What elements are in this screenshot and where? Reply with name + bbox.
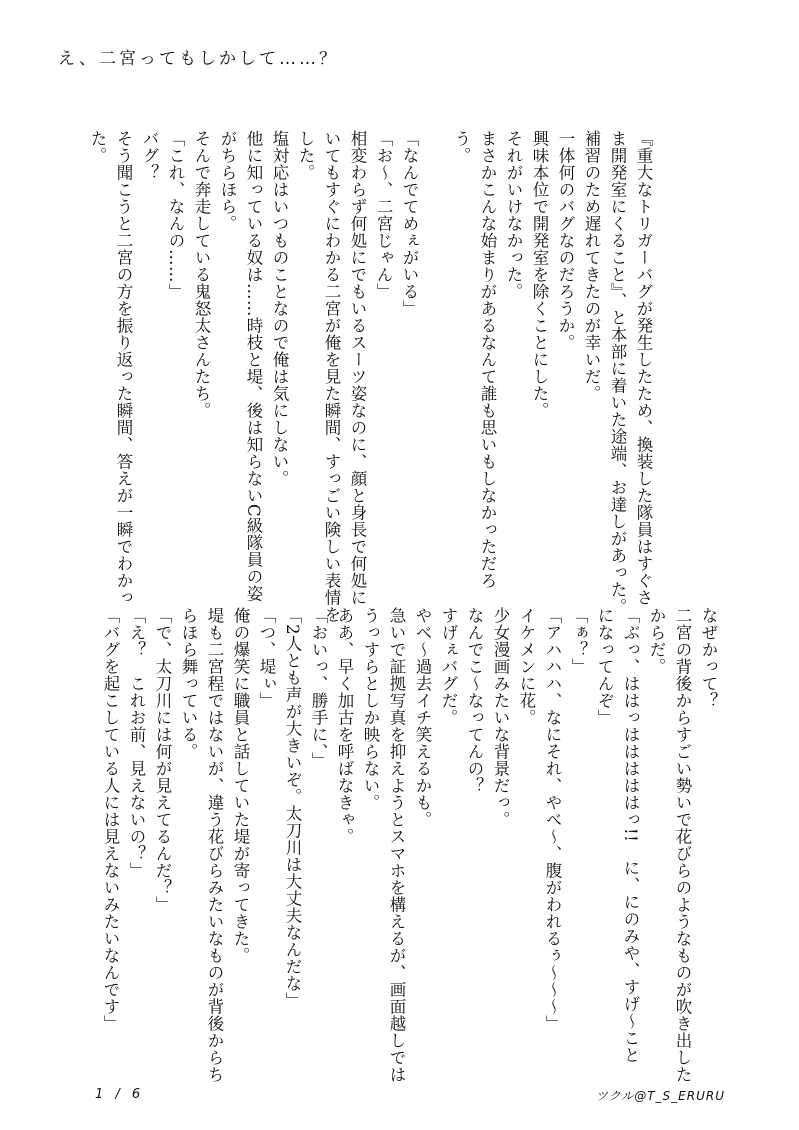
page-number: 1 / 6 <box>95 1087 145 1102</box>
text-line: まさかこんな始まりがあるなんて誰も思いもしなかっただろ <box>478 130 497 589</box>
text-line: 「ぶっ、ははっはははははっ!! に、にのみや、すげ〜こと <box>621 607 640 1064</box>
text-line: 急いで証拠写真を抑えようとスマホを構えるが、画面越しでは <box>387 607 406 1083</box>
text-line: がちらほら。 <box>218 130 237 232</box>
text-line: バグ？ <box>140 130 159 181</box>
text-block-upper <box>84 130 656 623</box>
text-line: 一体何のバグなのだろうか。 <box>556 130 575 351</box>
text-line: いてもすぐにわかる二宮が俺を見た瞬間、すっごい険しい表情を <box>322 130 341 623</box>
text-line: らほら舞っている。 <box>179 607 198 760</box>
text-line: うっすらとしか映らない。 <box>361 607 380 811</box>
page-title: え、二宮ってもしかして……？ <box>58 49 340 69</box>
text-line: そんで奔走している鬼怒太さんたち。 <box>192 130 211 419</box>
text-line: した。 <box>296 130 315 181</box>
text-line: 「おいっ、勝手に、」 <box>309 607 328 769</box>
text-line: 俺の爆笑に職員と話していた堤が寄ってきた。 <box>231 607 250 964</box>
text-line: 二宮の背後からすごい勢いで花びらのようなものが吹き出した <box>673 607 692 1083</box>
text-line: そう聞こうと二宮の方を振り返った瞬間、答えが一瞬でわかっ <box>114 130 133 606</box>
text-line: 相変わらず何処にでもいるスーツ姿なのに、顔と身長で何処に <box>348 130 367 606</box>
text-line: 堤も二宮程ではないが、違う花びらみたいなものが背後からち <box>205 607 224 1083</box>
text-line: 「え？ これお前、見えないの？」 <box>127 607 146 879</box>
text-line: 「ぁ？」 <box>569 607 588 675</box>
text-line: なぜかって？ <box>699 607 718 709</box>
text-line: 興味本位で開発室を除くことにした。 <box>530 130 549 419</box>
text-line: からだ。 <box>647 607 666 675</box>
text-line: なんでこ〜なってんの？ <box>465 607 484 794</box>
text-line: 「2人とも声が大きいぞ。太刀川は大丈夫なんだな」 <box>283 607 302 1009</box>
text-line: 少女漫画みたいな背景だっ。 <box>491 607 510 828</box>
text-line: それがいけなかった。 <box>504 130 523 300</box>
text-line: 『重大なトリガーバグが発生したため、換装した隊員はすぐさ <box>634 130 653 606</box>
text-line: すげぇバグだ。 <box>439 607 458 726</box>
author-credit: ツクル@T_S_ERURU <box>595 1089 725 1103</box>
text-line: 「アハハハ、なにそれ、やべ〜、腹がわれるぅ〜〜〜」 <box>543 607 562 1032</box>
text-line: ま開発室にくること』、と本部に着いた途端、お達しがあった。 <box>608 130 627 615</box>
text-line: になってんぞ」 <box>595 607 614 726</box>
text-line: 「これ、なんの……」 <box>166 130 185 300</box>
text-line: 「なんでてめぇがいる」 <box>400 130 419 317</box>
text-line: 「お〜、二宮じゃん」 <box>374 130 393 300</box>
text-line: う。 <box>452 130 471 164</box>
text-line: やべ〜過去イチ笑えるかも。 <box>413 607 432 828</box>
text-line: た。 <box>88 130 107 164</box>
text-line: 「つ、堤ぃ」 <box>257 607 276 709</box>
text-line <box>422 130 448 600</box>
text-line: ああ、早く加古を呼ばなきゃ。 <box>335 607 354 845</box>
text-line: 「バグを起こしている人には見えないみたいなんです」 <box>101 607 120 1032</box>
text-line: イケメンに花。 <box>517 607 536 726</box>
text-line: 他に知っている奴は……時枝と堤、後は知らないC級隊員の姿 <box>244 130 263 603</box>
text-line: 塩対応はいつものことなので俺は気にしない。 <box>270 130 289 487</box>
text-line: 補習のため遅れてきたのが幸いだ。 <box>582 130 601 402</box>
text-line: 「で、太刀川には何が見えてるんだ？」 <box>153 607 172 913</box>
text-block-lower <box>97 607 721 1083</box>
